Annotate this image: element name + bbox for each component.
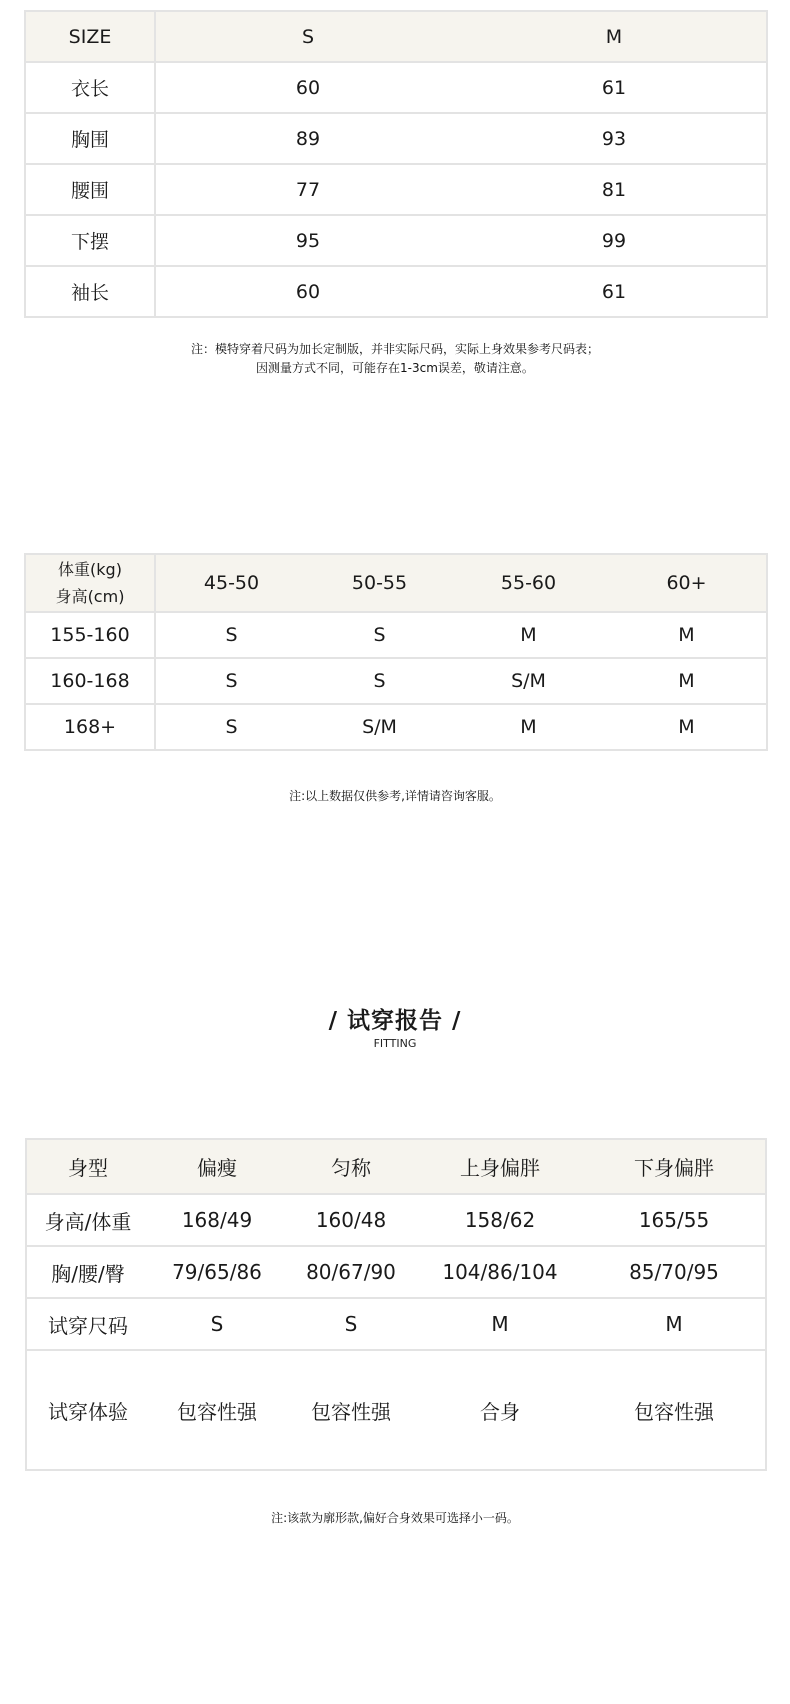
table-cell: S bbox=[150, 1298, 284, 1350]
table-cell: 168/49 bbox=[150, 1194, 284, 1246]
recommended-size: M bbox=[606, 658, 767, 704]
body-type-header: 上身偏胖 bbox=[418, 1139, 582, 1194]
measure-value-m: 99 bbox=[461, 215, 767, 266]
table-row bbox=[25, 658, 767, 704]
table-cell: 160/48 bbox=[284, 1194, 418, 1246]
recommended-size: S bbox=[308, 658, 451, 704]
table-cell: M bbox=[418, 1298, 582, 1350]
measure-label: 衣长 bbox=[25, 62, 155, 113]
weight-range-header: 45-50 bbox=[155, 554, 308, 612]
table-row bbox=[26, 1350, 766, 1470]
fitting-section-title: / 试穿报告 / bbox=[328, 1008, 462, 1034]
height-range-label: 160-168 bbox=[25, 658, 155, 704]
measure-value-s: 89 bbox=[155, 113, 461, 164]
measure-value-s: 95 bbox=[155, 215, 461, 266]
body-type-header: 匀称 bbox=[284, 1139, 418, 1194]
recommended-size: S bbox=[155, 612, 308, 658]
fitting-report-table bbox=[25, 1138, 767, 1471]
size-chart-note-line1: 注：模特穿着尺码为加长定制版，并非实际尺码，实际上身效果参考尺码表； bbox=[190, 342, 599, 356]
row-label: 身高/体重 bbox=[26, 1194, 150, 1246]
measure-value-m: 93 bbox=[461, 113, 767, 164]
recommended-size: M bbox=[451, 612, 606, 658]
size-header-m: M bbox=[461, 11, 767, 62]
table-cell: 包容性强 bbox=[582, 1350, 766, 1470]
table-cell: 包容性强 bbox=[150, 1350, 284, 1470]
table-row bbox=[26, 1246, 766, 1298]
measure-label: 袖长 bbox=[25, 266, 155, 317]
fitting-section-subtitle: FITTING bbox=[373, 1037, 417, 1050]
table-row bbox=[25, 62, 767, 113]
table-cell: 79/65/86 bbox=[150, 1246, 284, 1298]
row-label: 胸/腰/臀 bbox=[26, 1246, 150, 1298]
table-row bbox=[25, 164, 767, 215]
recommended-size: M bbox=[606, 612, 767, 658]
table-cell: 85/70/95 bbox=[582, 1246, 766, 1298]
size-chart-table bbox=[24, 10, 768, 318]
measure-label: 下摆 bbox=[25, 215, 155, 266]
table-cell: 80/67/90 bbox=[284, 1246, 418, 1298]
reco-note: 注:以上数据仅供参考,详情请咨询客服。 bbox=[289, 789, 501, 803]
row-label: 试穿尺码 bbox=[26, 1298, 150, 1350]
size-recommendation-table bbox=[24, 553, 768, 751]
recommended-size: S/M bbox=[451, 658, 606, 704]
table-row bbox=[25, 113, 767, 164]
measure-label: 胸围 bbox=[25, 113, 155, 164]
table-cell: 158/62 bbox=[418, 1194, 582, 1246]
height-axis-label: 身高(cm) bbox=[55, 587, 125, 606]
recommended-size: M bbox=[606, 704, 767, 750]
height-range-label: 155-160 bbox=[25, 612, 155, 658]
height-range-label: 168+ bbox=[25, 704, 155, 750]
table-cell: S bbox=[284, 1298, 418, 1350]
table-row bbox=[25, 704, 767, 750]
size-chart-note bbox=[0, 340, 790, 378]
body-type-header: 偏瘦 bbox=[150, 1139, 284, 1194]
measure-value-m: 81 bbox=[461, 164, 767, 215]
table-row bbox=[26, 1298, 766, 1350]
table-cell: 165/55 bbox=[582, 1194, 766, 1246]
recommended-size: S bbox=[155, 704, 308, 750]
table-row bbox=[25, 612, 767, 658]
weight-range-header: 55-60 bbox=[451, 554, 606, 612]
measure-value-s: 60 bbox=[155, 62, 461, 113]
fitting-header-row bbox=[26, 1139, 766, 1194]
measure-value-s: 60 bbox=[155, 266, 461, 317]
table-row bbox=[25, 215, 767, 266]
weight-range-header: 60+ bbox=[606, 554, 767, 612]
recommended-size: S bbox=[308, 612, 451, 658]
measure-value-m: 61 bbox=[461, 266, 767, 317]
size-header-s: S bbox=[155, 11, 461, 62]
measure-value-m: 61 bbox=[461, 62, 767, 113]
recommended-size: S/M bbox=[308, 704, 451, 750]
table-cell: 104/86/104 bbox=[418, 1246, 582, 1298]
row-label: 试穿体验 bbox=[26, 1350, 150, 1470]
measure-value-s: 77 bbox=[155, 164, 461, 215]
body-type-header: 下身偏胖 bbox=[582, 1139, 766, 1194]
fitting-note: 注:该款为廓形款,偏好合身效果可选择小一码。 bbox=[271, 1511, 519, 1525]
size-header-label: SIZE bbox=[25, 11, 155, 62]
table-cell: M bbox=[582, 1298, 766, 1350]
weight-range-header: 50-55 bbox=[308, 554, 451, 612]
table-row bbox=[25, 266, 767, 317]
recommended-size: S bbox=[155, 658, 308, 704]
size-chart-note-line2: 因测量方式不同，可能存在1-3cm误差，敬请注意。 bbox=[256, 361, 534, 375]
size-chart-header-row bbox=[25, 11, 767, 62]
reco-header-row bbox=[25, 554, 767, 612]
table-row bbox=[26, 1194, 766, 1246]
weight-axis-label: 体重(kg) bbox=[58, 560, 122, 579]
reco-corner-cell bbox=[25, 554, 155, 612]
table-cell: 包容性强 bbox=[284, 1350, 418, 1470]
table-cell: 合身 bbox=[418, 1350, 582, 1470]
recommended-size: M bbox=[451, 704, 606, 750]
body-type-label: 身型 bbox=[26, 1139, 150, 1194]
measure-label: 腰围 bbox=[25, 164, 155, 215]
